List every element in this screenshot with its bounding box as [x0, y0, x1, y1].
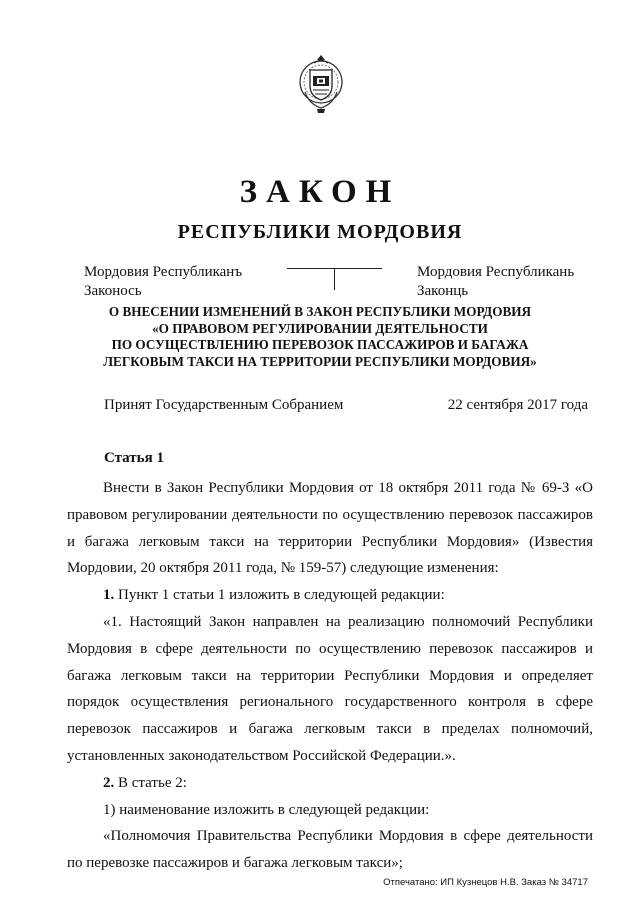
law-heading: [80, 304, 560, 370]
right-lang-line-2: Законць: [417, 283, 469, 299]
item-1: [67, 582, 593, 609]
article-intro: Внести в Закон Республики Мордовия от 18 октября 2011 года № 69-З «О правовом регулировании деятельности по осуществлению перевозок пассажиров и багажа легковым такси на территории Республики Мордовия» (Известия Мордовии, 20 октября 2011 года, № 159-57) следующие изменения:: [67, 480, 593, 577]
title-left-language: [84, 263, 242, 301]
subitem-1-quote: «Полномочия Правительства Республики Мордовия в сфере деятельности по перевозке пассажиров и багажа легковым такси»;: [67, 828, 593, 872]
print-footer: Отпечатано: ИП Кузнецов Н.В. Заказ № 34717: [383, 877, 588, 888]
subitem-1: 1) наименование изложить в следующей редакции:: [103, 801, 430, 818]
item-1-number: 1.: [103, 587, 115, 604]
coat-of-arms-emblem: [297, 52, 345, 114]
heading-line: «О ПРАВОВОМ РЕГУЛИРОВАНИИ ДЕЯТЕЛЬНОСТИ: [152, 320, 488, 336]
item-1-quote: «1. Настоящий Закон направлен на реализацию полномочий Республики Мордовия в сфере деятельности по осуществлению перевозок пассажиров и багажа легковым такси на территории Республики Мордовия и определяет порядок осуществления регионального государственного контроля в сфере перевозок пассажиров и багажа легковым такси в пределах полномочий, установленных законодательством Российской Федерации.».: [67, 613, 593, 764]
adopted-date: 22 сентября 2017 года: [447, 397, 588, 413]
heading-line: ПО ОСУЩЕСТВЛЕНИЮ ПЕРЕВОЗОК ПАССАЖИРОВ И БАГАЖА: [111, 337, 529, 352]
item-1-text: Пункт 1 статьи 1 изложить в следующей редакции:: [114, 587, 445, 604]
heading-line: ЛЕГКОВЫМ ТАКСИ НА ТЕРРИТОРИИ РЕСПУБЛИКИ МОРДОВИЯ»: [103, 353, 537, 369]
left-lang-line-2: Законось: [84, 283, 142, 299]
divider-vertical: [334, 268, 335, 290]
article-title: Статья 1: [104, 450, 164, 466]
title-right-language: [417, 263, 574, 301]
item-2-text: В статье 2:: [114, 774, 187, 791]
item-2-number: 2.: [103, 774, 115, 791]
left-lang-line-1: Мордовия Республиканъ: [84, 264, 243, 280]
adopted-by: Принят Государственным Собранием: [104, 397, 344, 413]
document-subtitle: РЕСПУБЛИКИ МОРДОВИЯ: [177, 221, 463, 243]
document-title: ЗАКОН: [239, 174, 401, 210]
heading-line: О ВНЕСЕНИИ ИЗМЕНЕНИЙ В ЗАКОН РЕСПУБЛИКИ МОРДОВИЯ: [108, 304, 532, 319]
article-body: [67, 475, 593, 877]
title-divider: [287, 268, 382, 290]
right-lang-line-1: Мордовия Республикань: [417, 264, 575, 280]
item-2: [67, 770, 593, 797]
